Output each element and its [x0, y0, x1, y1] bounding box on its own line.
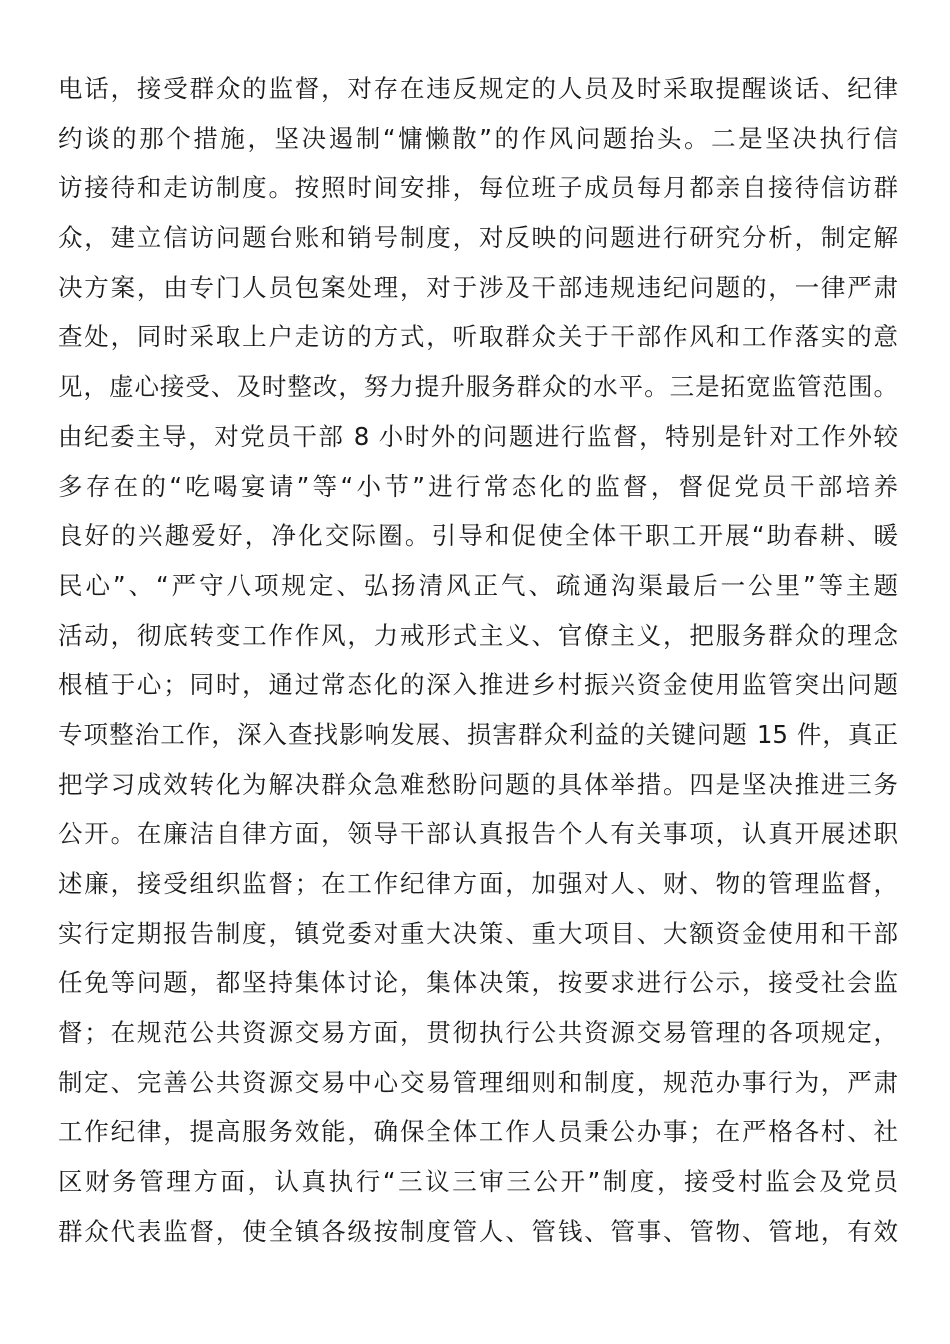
text-line: 电话，接受群众的监督，对存在违反规定的人员及时采取提醒谈话、纪律: [58, 74, 898, 103]
text-line: 把学习成效转化为解决群众急难愁盼问题的具体举措。四是坚决推进三务: [58, 769, 898, 799]
text-line: 活动，彻底转变工作作风，力戒形式主义、官僚主义，把服务群众的理念: [58, 620, 898, 650]
text-line: 群众代表监督，使全镇各级按制度管人、管钱、管事、管物、管地，有效: [58, 1216, 898, 1246]
text-line: 公开。在廉洁自律方面，领导干部认真报告个人有关事项，认真开展述职: [58, 819, 898, 849]
text-line: 见，虚心接受、及时整改，努力提升服务群众的水平。三是拓宽监管范围。: [58, 372, 898, 402]
text-line: 查处，同时采取上户走访的方式，听取群众关于干部作风和工作落实的意: [58, 322, 898, 352]
text-line: 区财务管理方面，认真执行“三议三审三公开”制度，接受村监会及党员: [58, 1167, 898, 1197]
text-line: 决方案，由专门人员包案处理，对于涉及干部违规违纪问题的，一律严肃: [58, 272, 898, 302]
text-line: 由纪委主导，对党员干部 8 小时外的问题进行监督，特别是针对工作外较: [58, 421, 898, 451]
text-line: 工作纪律，提高服务效能，确保全体工作人员秉公办事；在严格各村、社: [58, 1117, 898, 1147]
text-line: 根植于心；同时，通过常态化的深入推进乡村振兴资金使用监管突出问题: [58, 670, 898, 700]
text-line: 良好的兴趣爱好，净化交际圈。引导和促使全体干职工开展“助春耕、暖: [58, 521, 898, 551]
text-line: 民心”、“严守八项规定、弘扬清风正气、疏通沟渠最后一公里”等主题: [58, 570, 898, 600]
text-line: 众，建立信访问题台账和销号制度，对反映的问题进行研究分析，制定解: [58, 223, 898, 253]
text-line: 访接待和走访制度。按照时间安排，每位班子成员每月都亲自接待信访群: [58, 173, 898, 203]
text-line: 专项整治工作，深入查找影响发展、损害群众利益的关键问题 15 件，真正: [58, 719, 898, 749]
text-line: 制定、完善公共资源交易中心交易管理细则和制度，规范办事行为，严肃: [58, 1067, 898, 1097]
text-line: 多存在的“吃喝宴请”等“小节”进行常态化的监督，督促党员干部培养: [58, 471, 898, 501]
text-line: 实行定期报告制度，镇党委对重大决策、重大项目、大额资金使用和干部: [58, 918, 898, 948]
text-line: 督；在规范公共资源交易方面，贯彻执行公共资源交易管理的各项规定，: [58, 1018, 898, 1048]
text-line: 任免等问题，都坚持集体讨论，集体决策，按要求进行公示，接受社会监: [58, 968, 898, 998]
text-line: 述廉，接受组织监督；在工作纪律方面，加强对人、财、物的管理监督，: [58, 869, 898, 898]
body-paragraph: [58, 64, 898, 1257]
text-line: 约谈的那个措施，坚决遏制“慵懒散”的作风问题抬头。二是坚决执行信: [58, 123, 898, 153]
